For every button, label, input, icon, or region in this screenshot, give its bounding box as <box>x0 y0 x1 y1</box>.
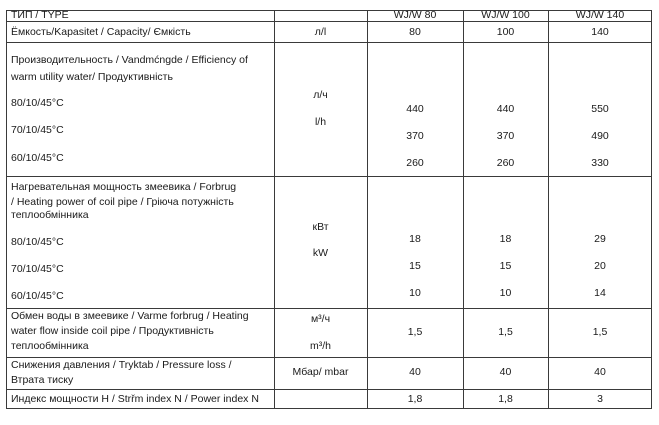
productivity-row-label-3: 60/10/45°C <box>11 152 64 164</box>
power-index-value-1: 1,8 <box>407 393 423 405</box>
spec-table <box>6 10 652 409</box>
heating-power-value: 20 <box>594 260 606 272</box>
pressure-loss-label-line-2: Втрата тиску <box>11 374 74 386</box>
water-flow-label-line-2: water flow inside coil pipe / Продуктивність <box>11 325 214 337</box>
heating-power-unit-1: кВт <box>312 221 329 233</box>
pressure-loss-value-2: 40 <box>499 366 512 378</box>
water-flow-label-line-3: теплообмінника <box>11 340 89 352</box>
power-index-label: Индекс мощности Н / Strřm index N / Power index N <box>11 393 259 405</box>
heating-power-row-label-2: 70/10/45°C <box>11 263 64 275</box>
productivity-value: 260 <box>406 157 424 169</box>
heating-power-value: 15 <box>409 260 421 272</box>
heating-power-value: 18 <box>499 233 512 245</box>
heating-power-value: 14 <box>594 287 606 299</box>
productivity-value: 490 <box>591 130 609 142</box>
header-model-1: WJ/W 80 <box>393 9 437 21</box>
pressure-loss-unit: Мбар/ mbar <box>292 366 349 378</box>
heating-power-value: 15 <box>499 260 512 272</box>
heating-power-unit-2: kW <box>312 247 329 259</box>
power-index-value-2: 1,8 <box>498 393 513 405</box>
productivity-value: 370 <box>496 130 515 142</box>
header-model-2: WJ/W 100 <box>481 9 530 21</box>
heating-power-row-label-3: 60/10/45°C <box>11 290 64 302</box>
productivity-row-label-1: 80/10/45°C <box>11 97 64 109</box>
water-flow-value-3: 1,5 <box>592 326 608 338</box>
capacity-value-2: 100 <box>496 26 515 38</box>
productivity-value: 550 <box>591 103 609 115</box>
heating-power-value: 18 <box>409 233 421 245</box>
pressure-loss-value-1: 40 <box>409 366 421 378</box>
water-flow-unit-2: m³/h <box>310 340 331 352</box>
header-type-label: ТИП / TYPE <box>11 9 69 21</box>
water-flow-value-2: 1,5 <box>498 326 513 338</box>
capacity-value-3: 140 <box>591 26 609 38</box>
water-flow-label-line-1: Обмен воды в змеевике / Varme forbrug / Heating <box>11 310 249 322</box>
productivity-unit-2: l/h <box>314 116 327 128</box>
pressure-loss-label-line-1: Снижения давления / Tryktab / Pressure loss / <box>11 359 232 371</box>
heating-power-value: 10 <box>409 287 421 299</box>
power-index-value-3: 3 <box>597 393 603 405</box>
productivity-label-line-2: warm utility water/ Продуктивність <box>11 71 173 83</box>
capacity-unit: л/l <box>314 26 327 38</box>
capacity-label: Ёмкость/Kapasitet / Capacity/ Ємкість <box>11 26 191 38</box>
productivity-row-label-2: 70/10/45°C <box>11 124 64 136</box>
capacity-value-1: 80 <box>409 26 421 38</box>
heating-power-value: 10 <box>499 287 512 299</box>
header-model-3: WJ/W 140 <box>575 9 625 21</box>
heating-power-label-line-1: Нагревательная мощность змеевика / Forbrug <box>11 181 237 193</box>
pressure-loss-value-3: 40 <box>594 366 606 378</box>
heating-power-label-line-2: / Heating power of coil pipe / Гріюча потужність <box>11 196 234 208</box>
productivity-value: 330 <box>591 157 609 169</box>
productivity-value: 440 <box>496 103 515 115</box>
water-flow-unit-1: м³/ч <box>310 313 331 325</box>
productivity-label-line-1: Производительность / Vandmćngde / Efficiency of <box>11 54 248 66</box>
productivity-value: 440 <box>406 103 424 115</box>
heating-power-label-line-3: теплообмінника <box>11 209 89 221</box>
productivity-value: 260 <box>496 157 515 169</box>
heating-power-row-label-1: 80/10/45°C <box>11 236 64 248</box>
water-flow-value-1: 1,5 <box>407 326 423 338</box>
productivity-value: 370 <box>406 130 424 142</box>
heating-power-value: 29 <box>594 233 606 245</box>
productivity-unit-1: л/ч <box>313 89 328 101</box>
